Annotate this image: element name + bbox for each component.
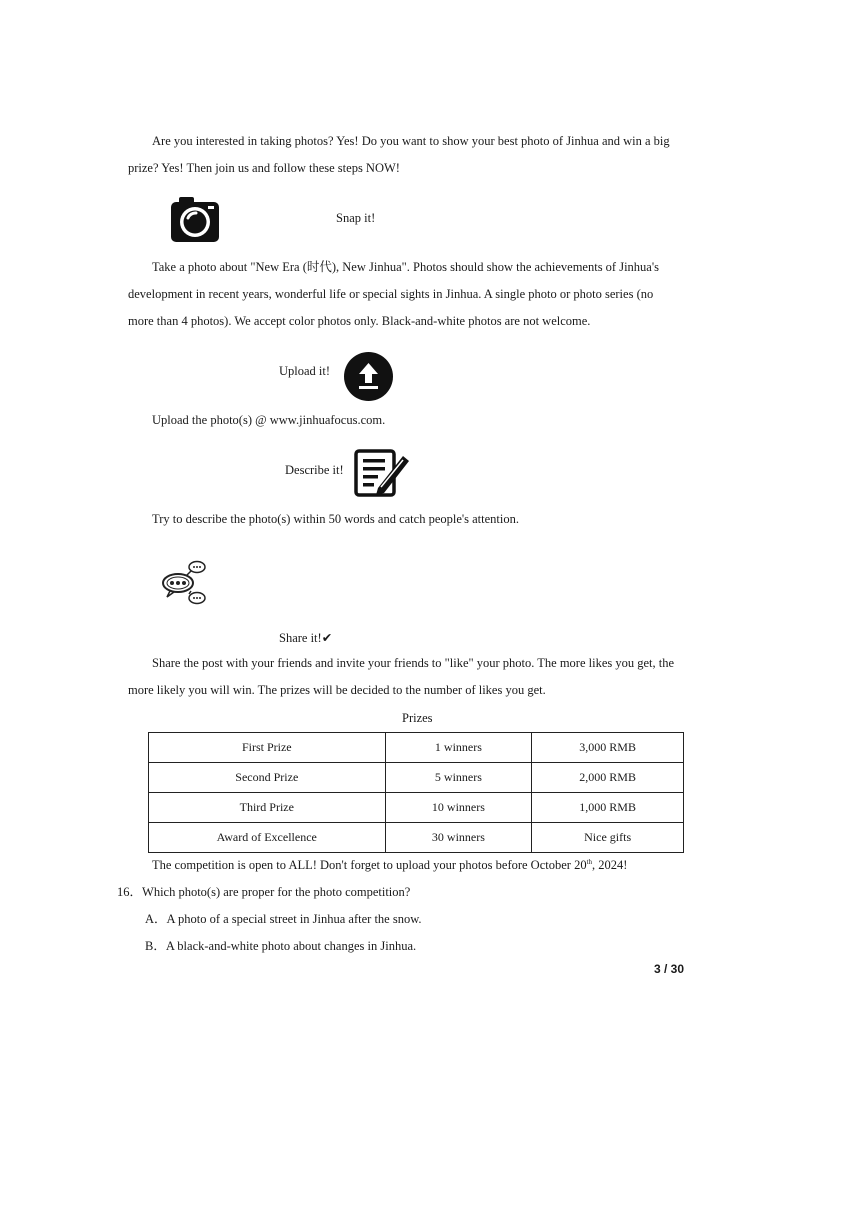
upload-arrow-icon bbox=[343, 351, 394, 402]
date-superscript: th bbox=[586, 857, 593, 866]
option-text: A photo of a special street in Jinhua after the snow. bbox=[166, 912, 422, 926]
share-line-1: Share the post with your friends and invite your friends to "like" your photo. The more likes you get, the bbox=[152, 656, 675, 670]
option-a[interactable] bbox=[145, 906, 422, 933]
closing-year: , 2024! bbox=[592, 858, 628, 872]
reward-cell: 3,000 RMB bbox=[532, 733, 684, 763]
reward-cell: Nice gifts bbox=[532, 823, 684, 853]
camera-icon bbox=[170, 197, 220, 243]
intro-line-1: Are you interested in taking photos? Yes! Do you want to show your best photo of Jinhua and win a big bbox=[152, 134, 670, 148]
chat-bubbles-icon bbox=[161, 560, 209, 606]
award-cell: First Prize bbox=[149, 733, 386, 763]
describe-step-title: Describe it! bbox=[285, 463, 344, 477]
winners-cell: 10 winners bbox=[385, 793, 532, 823]
option-letter: A． bbox=[145, 912, 167, 926]
describe-line-1: Try to describe the photo(s) within 50 words and catch people's attention. bbox=[152, 512, 519, 526]
question-16 bbox=[117, 879, 410, 906]
snap-line-1: Take a photo about "New Era (时代), New Jinhua". Photos should show the achievements of Jinhua's bbox=[152, 260, 659, 274]
prizes-table bbox=[148, 732, 684, 853]
winners-cell: 5 winners bbox=[385, 763, 532, 793]
table-row bbox=[149, 793, 684, 823]
option-letter: B． bbox=[145, 939, 166, 953]
intro-line-2: prize? Yes! Then join us and follow these steps NOW! bbox=[128, 161, 400, 175]
table-row bbox=[149, 733, 684, 763]
winners-cell: 1 winners bbox=[385, 733, 532, 763]
prizes-caption: Prizes bbox=[402, 711, 433, 725]
closing-line bbox=[152, 852, 627, 879]
upload-step-title: Upload it! bbox=[279, 364, 331, 378]
edit-document-icon bbox=[354, 448, 412, 498]
question-text: Which photo(s) are proper for the photo competition? bbox=[142, 885, 411, 899]
reward-cell: 2,000 RMB bbox=[532, 763, 684, 793]
share-line-2: more likely you will win. The prizes will be decided to the number of likes you get. bbox=[128, 683, 546, 697]
award-cell: Third Prize bbox=[149, 793, 386, 823]
snap-step-title: Snap it! bbox=[336, 211, 376, 225]
snap-line-2: development in recent years, wonderful life or special sights in Jinhua. A single photo or photo series (no bbox=[128, 287, 654, 301]
option-text: A black-and-white photo about changes in Jinhua. bbox=[165, 939, 417, 953]
share-step-title: Share it!✔ bbox=[279, 631, 333, 645]
snap-line-3: more than 4 photos). We accept color photos only. Black-and-white photos are not welcome. bbox=[128, 314, 591, 328]
closing-text: The competition is open to ALL! Don't forget to upload your photos before October 20 bbox=[152, 858, 587, 872]
table-row bbox=[149, 763, 684, 793]
winners-cell: 30 winners bbox=[385, 823, 532, 853]
option-b[interactable] bbox=[145, 933, 416, 960]
award-cell: Second Prize bbox=[149, 763, 386, 793]
reward-cell: 1,000 RMB bbox=[532, 793, 684, 823]
question-number: 16． bbox=[117, 885, 143, 899]
table-row bbox=[149, 823, 684, 853]
upload-line-1: Upload the photo(s) @ www.jinhuafocus.com. bbox=[152, 413, 386, 427]
award-cell: Award of Excellence bbox=[149, 823, 386, 853]
page-number: 3 / 30 bbox=[654, 962, 685, 976]
